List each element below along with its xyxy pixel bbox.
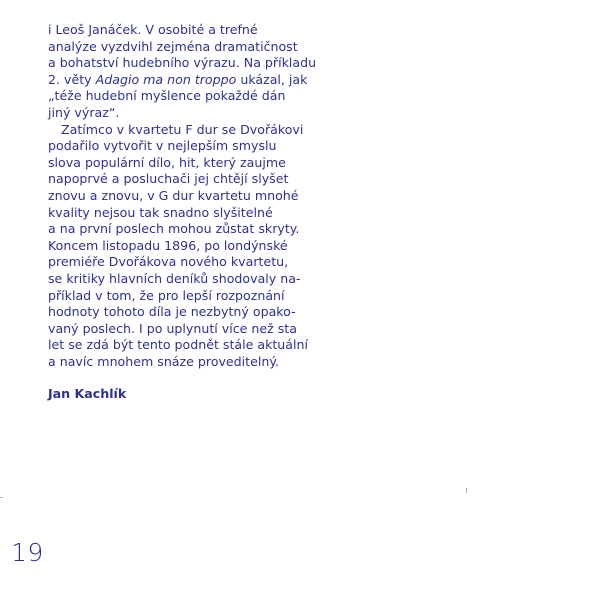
crop-mark — [466, 488, 467, 493]
text-line: se kritiky hlavních deníků shodovaly na- — [48, 270, 301, 286]
text-line: znovu a znovu, v G dur kvartetu mnohé — [48, 187, 299, 203]
text-line: „téže hudební myšlence pokaždé dán — [48, 88, 286, 104]
text-segment: ukázal, jak — [236, 71, 308, 87]
text-line: příklad v tom, že pro lepší rozpoznání — [48, 287, 285, 303]
body-text — [48, 22, 317, 370]
text-segment: 2. věty — [48, 71, 96, 87]
page-number: 19 — [11, 538, 44, 567]
text-line: napoprvé a posluchači jej chtějí slyšet — [48, 171, 289, 187]
text-line: i Leoš Janáček. V osobité a trefné — [48, 22, 258, 37]
text-line: jiný výraz“. — [48, 104, 120, 120]
text-line: podařilo vytvořit v nejlepším smyslu — [48, 138, 277, 154]
author-signature: Jan Kachlík — [48, 386, 127, 401]
text-line: a na první poslech mohou zůstat skryty. — [48, 221, 300, 237]
text-line: vaný poslech. I po uplynutí více než sta — [48, 320, 297, 336]
text-line: hodnoty tohoto díla je nezbytný opako- — [48, 304, 296, 320]
text-line — [48, 72, 310, 89]
italic-title: Adagio ma non troppo — [95, 71, 237, 87]
text-line: Koncem listopadu 1896, po londýnské — [48, 237, 288, 253]
text-line: slova populární dílo, hit, který zaujme — [48, 154, 286, 170]
text-line: analýze vyzdvihl zejména dramatičnost — [48, 38, 298, 54]
text-line: premiéře Dvořákova nového kvartetu, — [48, 254, 289, 270]
text-line: kvality nejsou tak snadno slyšitelné — [48, 204, 273, 220]
crop-mark — [0, 497, 3, 498]
text-line: a bohatství hudebního výrazu. Na příkladu — [48, 55, 317, 71]
text-line: let se zdá být tento podnět stále aktuální — [48, 337, 308, 353]
paragraph-first-line: Zatímco v kvartetu F dur se Dvořákovi — [61, 121, 304, 137]
text-line: a navíc mnohem snáze proveditelný. — [48, 353, 279, 369]
